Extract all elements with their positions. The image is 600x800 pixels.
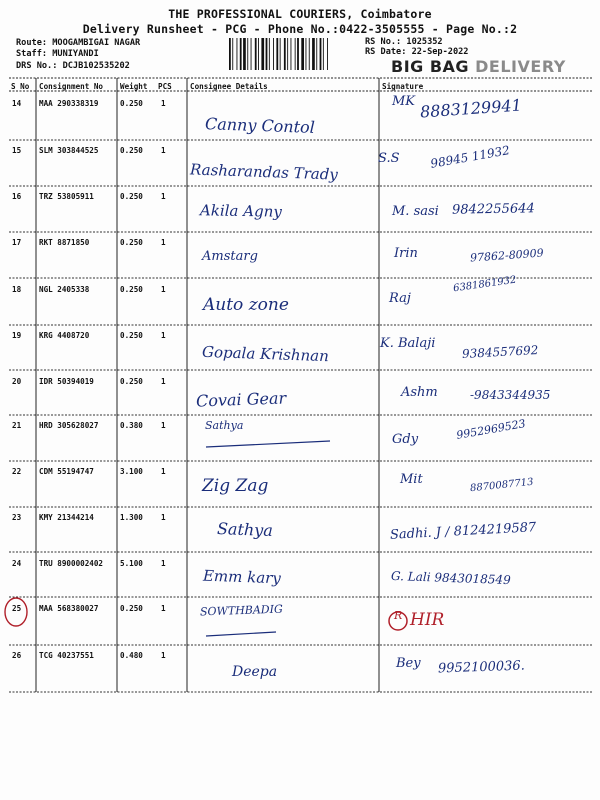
rs-number: RS No.: 1025352 (365, 37, 443, 47)
staff-label: Staff: MUNIYANDI (16, 49, 99, 59)
row-serial-number: 19 (12, 331, 22, 340)
column-header-weight: Weight (120, 82, 148, 91)
rs-date: RS Date: 22-Sep-2022 (365, 47, 469, 57)
row-signature-initials: K. Balaji (380, 336, 436, 351)
row-signature-initials: Ashm (401, 385, 438, 400)
row-pieces: 1 (161, 377, 166, 386)
row-serial-number: 24 (12, 559, 22, 568)
row-weight: 0.250 (120, 377, 143, 386)
row-signature-initials: Gdy (392, 432, 419, 447)
row-consignment-number: KRG 4408720 (39, 331, 90, 340)
row-consignee-handwriting: Canny Contol (204, 114, 316, 137)
column-header-pcs: PCS (158, 82, 172, 91)
row-pieces: 1 (161, 192, 166, 201)
row-weight: 0.480 (120, 651, 143, 660)
row-signature-initials: Mit (400, 472, 423, 487)
row-signature-handwriting: 8870087713 (469, 476, 535, 495)
row-signature-handwriting: 6381861932 (452, 274, 518, 295)
row-pieces: 1 (161, 331, 166, 340)
row-signature-initials: Irin (394, 246, 418, 261)
company-title: THE PROFESSIONAL COURIERS, Coimbatore (168, 7, 432, 21)
row-pieces: 1 (161, 559, 166, 568)
row-consignment-number: RKT 8871850 (39, 238, 90, 247)
row-weight: 1.300 (120, 513, 143, 522)
row-serial-number: 22 (12, 467, 22, 476)
row-signature-handwriting: 8883129941 (419, 95, 523, 122)
row-pieces: 1 (161, 99, 166, 108)
row-consignment-number: NGL 2405338 (39, 285, 90, 294)
row-signature-handwriting: 9952100036. (437, 658, 526, 677)
row-weight: 5.100 (120, 559, 143, 568)
row-weight: 0.250 (120, 604, 143, 613)
stamp-text-dark: BIG BAG (391, 57, 476, 76)
row-signature-handwriting: 98945 11932 (429, 143, 511, 171)
row-signature-handwriting: G. Lali 9843018549 (390, 568, 511, 588)
column-header-signature: Signature (382, 82, 424, 91)
row-signature-initials: Raj (389, 291, 411, 306)
row-serial-number: 23 (12, 513, 22, 522)
row-weight: 0.250 (120, 146, 143, 155)
row-consignee-handwriting: Gopala Krishnan (201, 342, 330, 366)
row-consignee-handwriting: Auto zone (203, 295, 289, 315)
row-consignment-number: HRD 305628027 (39, 421, 99, 430)
row-consignee-handwriting: Akila Agny (199, 201, 282, 221)
row-signature-handwriting: 9384557692 (461, 343, 539, 361)
row-weight: 3.100 (120, 467, 143, 476)
row-signature-initials: Bey (396, 656, 421, 671)
row-signature-handwriting: Sadhi. J / 8124219587 (389, 520, 537, 543)
row-consignee-handwriting: Emm kary (202, 566, 282, 588)
row-signature-handwriting: 9952969523 (455, 417, 527, 442)
row-weight: 0.250 (120, 192, 143, 201)
row-consignee-handwriting: Sathya (216, 519, 274, 540)
row-consignee-handwriting: SOWTHBADIG (199, 602, 283, 619)
row-signature-initials: R (394, 609, 403, 622)
row-consignee-handwriting: Covai Gear (195, 388, 287, 411)
row-pieces: 1 (161, 651, 166, 660)
row-serial-number: 20 (12, 377, 22, 386)
row-signature-handwriting: 9842255644 (451, 201, 535, 218)
row-consignment-number: TRZ 53805911 (39, 192, 94, 201)
row-weight: 0.250 (120, 285, 143, 294)
column-header-sno: S No (11, 82, 30, 91)
row-consignment-number: CDM 55194747 (39, 467, 94, 476)
route-label: Route: MOOGAMBIGAI NAGAR (16, 38, 141, 48)
row-consignment-number: MAA 568380027 (39, 604, 99, 613)
row-consignment-number: MAA 290338319 (39, 99, 99, 108)
row-pieces: 1 (161, 285, 166, 294)
row-consignee-handwriting: Rasharandas Trady (189, 160, 339, 184)
row-consignment-number: KMY 21344214 (39, 513, 94, 522)
runsheet-title: Delivery Runsheet - PCG - Phone No.:0422-3505555 - Page No.:2 (82, 22, 518, 36)
row-serial-number: 18 (12, 285, 22, 294)
row-pieces: 1 (161, 146, 166, 155)
row-serial-number: 25 (12, 604, 22, 613)
row-signature-initials: M. sasi (392, 204, 439, 219)
row-serial-number: 15 (12, 146, 22, 155)
row-consignee-handwriting: Amstarg (202, 249, 258, 264)
row-serial-number: 17 (12, 238, 22, 247)
row-consignment-number: SLM 303844525 (39, 146, 99, 155)
stamp-text-faded: DELIVERY (475, 57, 566, 76)
row-pieces: 1 (161, 467, 166, 476)
row-pieces: 1 (161, 513, 166, 522)
row-weight: 0.250 (120, 238, 143, 247)
row-consignment-number: TCG 40237551 (39, 651, 94, 660)
row-consignee-handwriting: Deepa (232, 664, 278, 680)
row-signature-initials: MK (392, 94, 416, 109)
row-consignee-handwriting: Zig Zag (202, 476, 269, 496)
row-weight: 0.380 (120, 421, 143, 430)
drs-label: DRS No.: DCJB102535202 (16, 61, 130, 71)
row-serial-number: 21 (12, 421, 22, 430)
row-signature-handwriting: 97862-80909 (469, 246, 545, 265)
row-signature-handwriting: HIR (410, 610, 445, 630)
row-serial-number: 14 (12, 99, 22, 108)
column-header-consignment: Consignment No (39, 82, 104, 91)
row-signature-handwriting: -9843344935 (470, 388, 551, 402)
row-consignee-handwriting: Sathya (205, 419, 244, 432)
row-signature-initials: S.S (378, 151, 400, 166)
row-pieces: 1 (161, 604, 166, 613)
row-serial-number: 26 (12, 651, 22, 660)
row-weight: 0.250 (120, 331, 143, 340)
column-header-consignee: Consignee Details (190, 82, 268, 91)
row-weight: 0.250 (120, 99, 143, 108)
row-serial-number: 16 (12, 192, 22, 201)
row-consignment-number: IDR 50394019 (39, 377, 94, 386)
row-consignment-number: TRU 8900002402 (39, 559, 104, 568)
row-pieces: 1 (161, 238, 166, 247)
row-pieces: 1 (161, 421, 166, 430)
